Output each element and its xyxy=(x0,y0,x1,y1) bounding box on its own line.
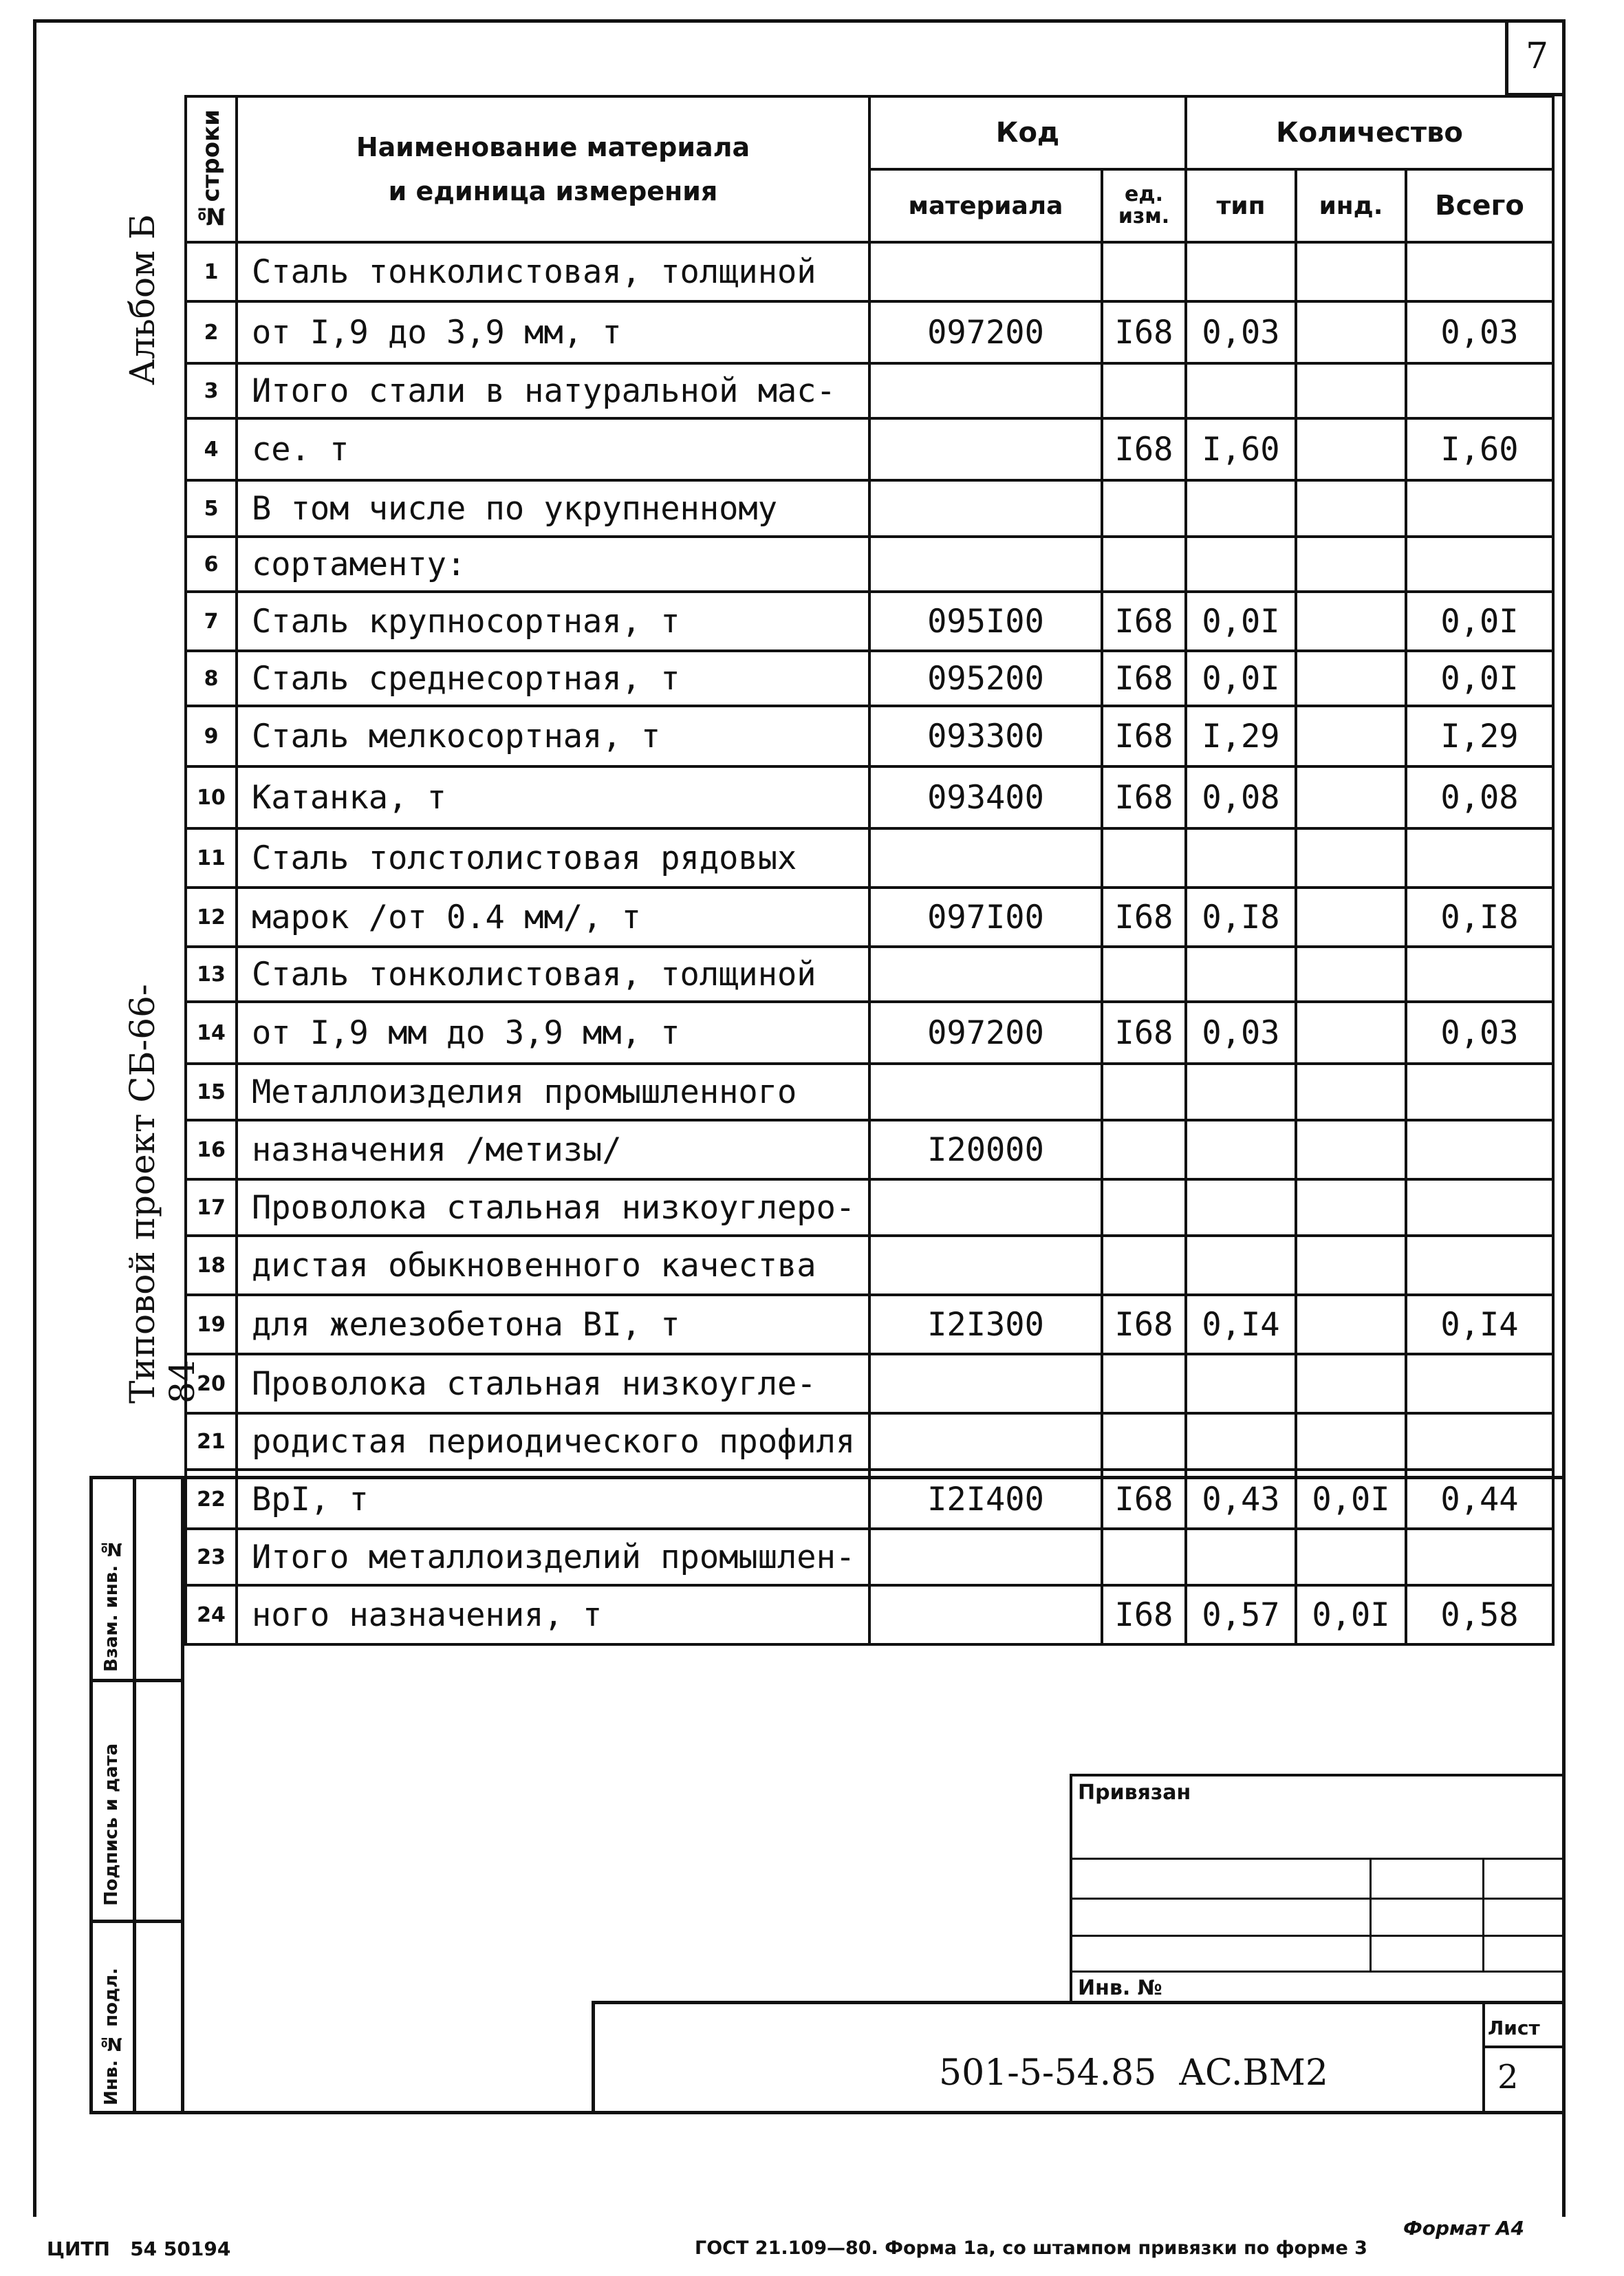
unit-code xyxy=(1102,1120,1186,1179)
total-header: Всего xyxy=(1406,169,1553,242)
table-row xyxy=(186,888,1553,947)
qty-typ xyxy=(1186,480,1296,537)
qty-typ xyxy=(1186,1413,1296,1470)
qty-typ xyxy=(1186,1236,1296,1295)
table-row xyxy=(186,301,1553,363)
qty-total: 0,44 xyxy=(1406,1470,1553,1529)
qty-typ: 0,I4 xyxy=(1186,1295,1296,1354)
qty-typ xyxy=(1186,363,1296,418)
unit-code xyxy=(1102,1236,1186,1295)
unit-code xyxy=(1102,947,1186,1002)
table-row xyxy=(186,947,1553,1002)
qty-ind: 0,0I xyxy=(1296,1585,1406,1644)
unit-code xyxy=(1102,1179,1186,1236)
qty-ind xyxy=(1296,1354,1406,1413)
material-name: сортаменту: xyxy=(237,537,869,592)
table-row xyxy=(186,1002,1553,1064)
qty-ind xyxy=(1296,706,1406,766)
qty-typ: 0,03 xyxy=(1186,1002,1296,1064)
material-code: 093400 xyxy=(869,766,1102,828)
title-block xyxy=(592,2001,1562,2114)
material-name: Сталь тонколистовая, толщиной xyxy=(237,242,869,301)
page-number: 7 xyxy=(1505,19,1566,96)
qty-ind xyxy=(1296,418,1406,480)
project-label: Типовой проект СБ-66-84 xyxy=(122,984,202,1404)
row-number: 17 xyxy=(186,1179,237,1236)
material-code xyxy=(869,480,1102,537)
qty-ind xyxy=(1296,301,1406,363)
qty-ind xyxy=(1296,828,1406,888)
row-number: 24 xyxy=(186,1585,237,1644)
qty-ind xyxy=(1296,1413,1406,1470)
unit-code xyxy=(1102,1413,1186,1470)
unit-code: I68 xyxy=(1102,592,1186,651)
table-row xyxy=(186,592,1553,651)
material-name: от I,9 мм до 3,9 мм, т xyxy=(237,1002,869,1064)
qty-ind xyxy=(1296,1529,1406,1585)
unit-code xyxy=(1102,363,1186,418)
material-name: Сталь среднесортная, т xyxy=(237,651,869,706)
qty-typ: I,29 xyxy=(1186,706,1296,766)
table-row xyxy=(186,1120,1553,1179)
material-name: от I,9 до 3,9 мм, т xyxy=(237,301,869,363)
qty-total: I,29 xyxy=(1406,706,1553,766)
album-label: Альбом Б xyxy=(122,214,162,385)
unit-code xyxy=(1102,828,1186,888)
inv-podl-label: Инв. № подл. xyxy=(101,1968,122,2105)
material-name: BpI, т xyxy=(237,1470,869,1529)
material-code: I2I400 xyxy=(869,1470,1102,1529)
material-code xyxy=(869,1236,1102,1295)
qty-typ: 0,03 xyxy=(1186,301,1296,363)
row-number: 15 xyxy=(186,1064,237,1120)
qty-typ xyxy=(1186,1179,1296,1236)
qty-ind xyxy=(1296,1002,1406,1064)
qty-ind xyxy=(1296,480,1406,537)
table-row xyxy=(186,537,1553,592)
material-code xyxy=(869,1529,1102,1585)
qty-typ xyxy=(1186,828,1296,888)
qty-total xyxy=(1406,1236,1553,1295)
material-name: ного назначения, т xyxy=(237,1585,869,1644)
material-code: 093300 xyxy=(869,706,1102,766)
material-code: 097200 xyxy=(869,1002,1102,1064)
row-no-header: №строки xyxy=(186,96,237,242)
qty-ind: 0,0I xyxy=(1296,1470,1406,1529)
unit-code: I68 xyxy=(1102,1470,1186,1529)
quantity-header: Количество xyxy=(1186,96,1553,169)
material-code: 097200 xyxy=(869,301,1102,363)
unit-code: I68 xyxy=(1102,651,1186,706)
unit-code xyxy=(1102,537,1186,592)
row-number: 13 xyxy=(186,947,237,1002)
qty-total xyxy=(1406,1064,1553,1120)
row-number: 10 xyxy=(186,766,237,828)
material-name: В том числе по укрупненному xyxy=(237,480,869,537)
unit-code xyxy=(1102,480,1186,537)
format-label: Формат А4 xyxy=(1403,2217,1524,2240)
material-code xyxy=(869,1179,1102,1236)
qty-total xyxy=(1406,1354,1553,1413)
unit-code xyxy=(1102,1354,1186,1413)
material-code: 095200 xyxy=(869,651,1102,706)
qty-typ xyxy=(1186,1529,1296,1585)
row-number: 5 xyxy=(186,480,237,537)
table-row xyxy=(186,1179,1553,1236)
qty-typ xyxy=(1186,947,1296,1002)
qty-ind xyxy=(1296,1295,1406,1354)
qty-total xyxy=(1406,1179,1553,1236)
row-number: 7 xyxy=(186,592,237,651)
row-number: 9 xyxy=(186,706,237,766)
table-row xyxy=(186,1354,1553,1413)
material-name: Катанка, т xyxy=(237,766,869,828)
qty-typ xyxy=(1186,1064,1296,1120)
row-number: 18 xyxy=(186,1236,237,1295)
material-code xyxy=(869,363,1102,418)
qty-ind xyxy=(1296,947,1406,1002)
table-row xyxy=(186,1064,1553,1120)
material-name: Сталь толстолистовая рядовых xyxy=(237,828,869,888)
row-number: 23 xyxy=(186,1529,237,1585)
qty-ind xyxy=(1296,1236,1406,1295)
qty-total xyxy=(1406,363,1553,418)
qty-typ xyxy=(1186,537,1296,592)
table-row xyxy=(186,1236,1553,1295)
material-code: I20000 xyxy=(869,1120,1102,1179)
qty-ind xyxy=(1296,1120,1406,1179)
material-spec-table xyxy=(184,95,1555,1646)
unit-code: I68 xyxy=(1102,1002,1186,1064)
table-row xyxy=(186,1413,1553,1470)
qty-typ: I,60 xyxy=(1186,418,1296,480)
qty-total: 0,0I xyxy=(1406,651,1553,706)
row-number: 22 xyxy=(186,1470,237,1529)
unit-code: I68 xyxy=(1102,1295,1186,1354)
podpis-data-label: Подпись и дата xyxy=(101,1743,122,1906)
qty-total xyxy=(1406,947,1553,1002)
material-name: для железобетона BI, т xyxy=(237,1295,869,1354)
material-code: 095I00 xyxy=(869,592,1102,651)
gost-label: ГОСТ 21.109—80. Форма 1а, со штампом привязки по форме 3 xyxy=(695,2237,1367,2259)
qty-total: 0,58 xyxy=(1406,1585,1553,1644)
qty-typ: 0,08 xyxy=(1186,766,1296,828)
qty-total: 0,03 xyxy=(1406,1002,1553,1064)
row-number: 2 xyxy=(186,301,237,363)
qty-typ xyxy=(1186,242,1296,301)
qty-typ: 0,0I xyxy=(1186,592,1296,651)
name-header: Наименование материала и единица измерения xyxy=(237,96,869,242)
material-name: марок /от 0.4 мм/, т xyxy=(237,888,869,947)
unit-code: I68 xyxy=(1102,1585,1186,1644)
qty-ind xyxy=(1296,363,1406,418)
material-code xyxy=(869,418,1102,480)
qty-total xyxy=(1406,828,1553,888)
row-number: 4 xyxy=(186,418,237,480)
row-number: 21 xyxy=(186,1413,237,1470)
qty-typ: 0,0I xyxy=(1186,651,1296,706)
qty-ind xyxy=(1296,651,1406,706)
qty-ind xyxy=(1296,592,1406,651)
material-code xyxy=(869,1413,1102,1470)
qty-ind xyxy=(1296,1064,1406,1120)
table-row xyxy=(186,1529,1553,1585)
vzam-inv-label: Взам. инв. № xyxy=(101,1538,122,1672)
unit-code: I68 xyxy=(1102,888,1186,947)
table-row xyxy=(186,766,1553,828)
qty-typ xyxy=(1186,1354,1296,1413)
row-number: 20 xyxy=(186,1354,237,1413)
qty-total xyxy=(1406,537,1553,592)
material-name: Итого стали в натуральной мас- xyxy=(237,363,869,418)
material-code xyxy=(869,1585,1102,1644)
spec-body xyxy=(186,242,1553,1644)
signature-columns xyxy=(89,1476,184,2114)
qty-typ xyxy=(1186,1120,1296,1179)
qty-typ: 0,I8 xyxy=(1186,888,1296,947)
unit-header: ед. изм. xyxy=(1102,169,1186,242)
table-row xyxy=(186,1295,1553,1354)
table-row xyxy=(186,363,1553,418)
table-row xyxy=(186,418,1553,480)
qty-ind xyxy=(1296,888,1406,947)
qty-total xyxy=(1406,242,1553,301)
code-header: Код xyxy=(869,96,1186,169)
material-code xyxy=(869,242,1102,301)
row-number: 19 xyxy=(186,1295,237,1354)
unit-code xyxy=(1102,242,1186,301)
unit-code: I68 xyxy=(1102,706,1186,766)
row-number: 14 xyxy=(186,1002,237,1064)
qty-total: 0,0I xyxy=(1406,592,1553,651)
material-name: Проволока стальная низкоуглеро- xyxy=(237,1179,869,1236)
material-name: се. т xyxy=(237,418,869,480)
unit-code: I68 xyxy=(1102,418,1186,480)
qty-ind xyxy=(1296,766,1406,828)
qty-typ: 0,43 xyxy=(1186,1470,1296,1529)
footer-left: ЦИТП 54 50194 xyxy=(47,2237,231,2260)
unit-code: I68 xyxy=(1102,301,1186,363)
material-code xyxy=(869,537,1102,592)
qty-ind xyxy=(1296,242,1406,301)
unit-code xyxy=(1102,1064,1186,1120)
material-code xyxy=(869,1354,1102,1413)
qty-total: I,60 xyxy=(1406,418,1553,480)
material-name: Сталь мелкосортная, т xyxy=(237,706,869,766)
row-number: 1 xyxy=(186,242,237,301)
material-name: назначения /метизы/ xyxy=(237,1120,869,1179)
material-code xyxy=(869,947,1102,1002)
qty-ind xyxy=(1296,1179,1406,1236)
row-number: 12 xyxy=(186,888,237,947)
material-name: Итого металлоизделий промышлен- xyxy=(237,1529,869,1585)
unit-code: I68 xyxy=(1102,766,1186,828)
unit-code xyxy=(1102,1529,1186,1585)
table-row xyxy=(186,706,1553,766)
row-number: 8 xyxy=(186,651,237,706)
list-number: 2 xyxy=(1497,2058,1519,2096)
material-name: дистая обыкновенного качества xyxy=(237,1236,869,1295)
material-name: Сталь крупносортная, т xyxy=(237,592,869,651)
qty-total: 0,I8 xyxy=(1406,888,1553,947)
qty-total xyxy=(1406,1529,1553,1585)
material-name: родистая периодического профиля xyxy=(237,1413,869,1470)
qty-typ: 0,57 xyxy=(1186,1585,1296,1644)
material-code: 097I00 xyxy=(869,888,1102,947)
qty-total xyxy=(1406,1413,1553,1470)
table-row xyxy=(186,828,1553,888)
ind-header: инд. xyxy=(1296,169,1406,242)
table-row xyxy=(186,480,1553,537)
typ-header: тип xyxy=(1186,169,1296,242)
qty-total xyxy=(1406,1120,1553,1179)
table-row xyxy=(186,242,1553,301)
table-row xyxy=(186,1585,1553,1644)
list-label: Лист xyxy=(1488,2017,1540,2039)
material-name: Металлоизделия промышленного xyxy=(237,1064,869,1120)
material-name: Сталь тонколистовая, толщиной xyxy=(237,947,869,1002)
stamp-top-rule xyxy=(184,1476,1562,1479)
row-number: 11 xyxy=(186,828,237,888)
material-code: I2I300 xyxy=(869,1295,1102,1354)
material-header: материала xyxy=(869,169,1102,242)
row-number: 6 xyxy=(186,537,237,592)
material-code xyxy=(869,828,1102,888)
qty-total: 0,I4 xyxy=(1406,1295,1553,1354)
document-code: 501-5-54.85 AC.BM2 xyxy=(939,2052,1328,2094)
material-code xyxy=(869,1064,1102,1120)
row-number: 16 xyxy=(186,1120,237,1179)
qty-total xyxy=(1406,480,1553,537)
qty-ind xyxy=(1296,537,1406,592)
table-row xyxy=(186,651,1553,706)
privyazan-block: Привязан Инв. № xyxy=(1070,1774,1562,2001)
qty-total: 0,08 xyxy=(1406,766,1553,828)
row-number: 3 xyxy=(186,363,237,418)
header-row-1 xyxy=(186,96,1553,169)
material-name: Проволока стальная низкоугле- xyxy=(237,1354,869,1413)
qty-total: 0,03 xyxy=(1406,301,1553,363)
